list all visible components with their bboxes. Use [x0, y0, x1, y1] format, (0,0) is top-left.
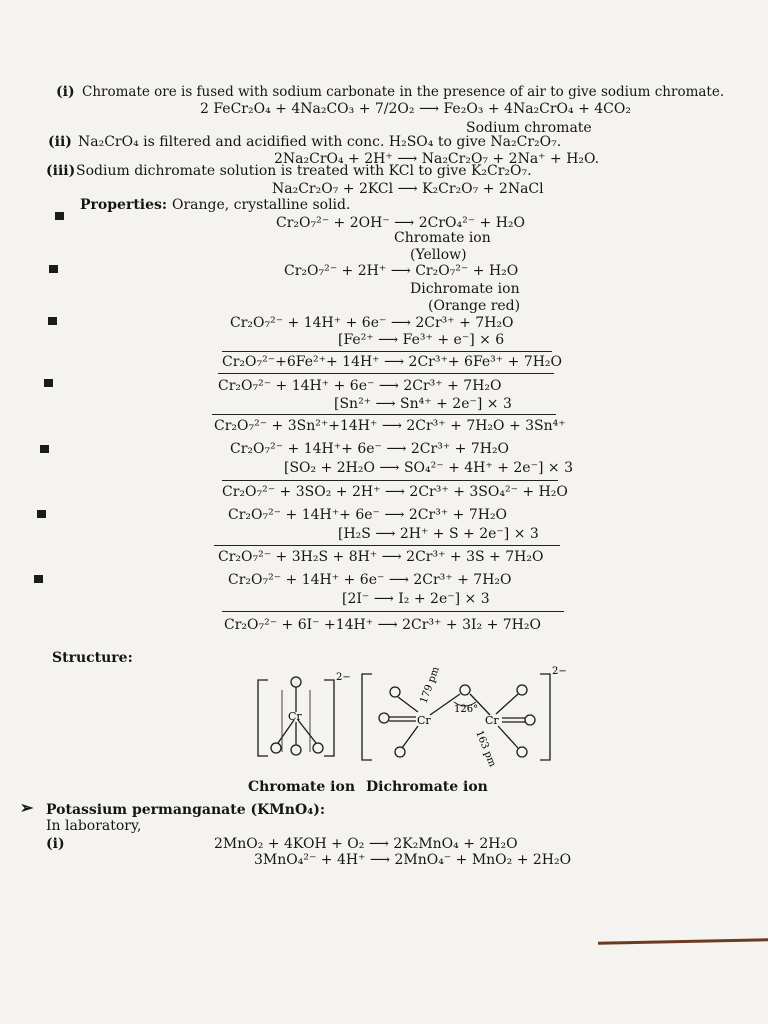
step-2-label: (ii) [48, 134, 72, 150]
fe-net-reaction: Cr₂O₇²⁻+6Fe²⁺+ 14H⁺ ⟶ 2Cr³⁺+ 6Fe³⁺ + 7H₂O [222, 354, 563, 370]
reaction-hydroxide: Cr₂O₇²⁻ + 2OH⁻ ⟶ 2CrO₄²⁻ + H₂O [276, 215, 526, 231]
arrow-bullet-icon: ➢ [20, 798, 34, 817]
step-1-equation: 2 FeCr₂O₄ + 4Na₂CO₃ + 7/2O₂ ⟶ Fe₂O₃ + 4Na₂CrO₄ + 4CO₂ [200, 101, 631, 117]
step-1-product-label: Sodium chromate [466, 120, 592, 136]
step-1-text: Chromate ore is fused with sodium carbonate in the presence of air to give sodium chromate. [82, 84, 725, 100]
dichromate-charge: 2− [552, 666, 567, 677]
bond-angle-label: 126° [454, 704, 479, 715]
step-3-text: Sodium dichromate solution is treated with KCl to give K₂Cr₂O₇. [76, 163, 532, 179]
divider [218, 373, 554, 374]
dichromate-cr-atom-left: Cr [417, 714, 431, 727]
step-3-equation: Na₂Cr₂O₇ + 2KCl ⟶ K₂Cr₂O₇ + 2NaCl [272, 181, 544, 197]
page-edge-shadow [598, 938, 768, 945]
bullet-icon [40, 445, 49, 453]
permanganate-equation-2: 3MnO₄²⁻ + 4H⁺ ⟶ 2MnO₄⁻ + MnO₂ + 2H₂O [254, 852, 572, 868]
bullet-icon [48, 317, 57, 325]
permanganate-heading: Potassium permanganate (KMnO₄): [46, 802, 326, 818]
fe-half-reaction-1: Cr₂O₇²⁻ + 14H⁺ + 6e⁻ ⟶ 2Cr³⁺ + 7H₂O [230, 315, 514, 331]
properties-label: Properties: [80, 197, 168, 213]
chromate-cr-atom: Cr [288, 710, 302, 723]
chromate-ion-label: Chromate ion [394, 230, 491, 246]
so2-net-reaction: Cr₂O₇²⁻ + 3SO₂ + 2H⁺ ⟶ 2Cr³⁺ + 3SO₄²⁻ + H₂O [222, 484, 568, 500]
chromate-charge: 2− [336, 672, 351, 683]
chromate-caption: Chromate ion [248, 779, 356, 795]
dichromate-color-label: (Orange red) [428, 298, 521, 314]
h2s-net-reaction: Cr₂O₇²⁻ + 3H₂S + 8H⁺ ⟶ 2Cr³⁺ + 3S + 7H₂O [218, 549, 544, 565]
iodide-half-reaction-2: [2I⁻ ⟶ I₂ + 2e⁻] × 3 [342, 591, 490, 607]
step-1-label: (i) [56, 84, 75, 100]
sn-half-reaction-2: [Sn²⁺ ⟶ Sn⁴⁺ + 2e⁻] × 3 [334, 396, 512, 412]
sn-net-reaction: Cr₂O₇²⁻ + 3Sn²⁺+14H⁺ ⟶ 2Cr³⁺ + 7H₂O + 3Sn⁴⁺ [214, 418, 566, 434]
sn-half-reaction-1: Cr₂O₇²⁻ + 14H⁺ + 6e⁻ ⟶ 2Cr³⁺ + 7H₂O [218, 378, 502, 394]
step-2-text: Na₂CrO₄ is filtered and acidified with conc. H₂SO₄ to give Na₂Cr₂O₇. [78, 134, 562, 150]
bullet-icon [44, 379, 53, 387]
fe-half-reaction-2: [Fe²⁺ ⟶ Fe³⁺ + e⁻] × 6 [338, 332, 505, 348]
dichromate-cr-atom-right: Cr [485, 714, 499, 727]
bullet-icon [55, 212, 64, 220]
permanganate-subheading: In laboratory, [46, 818, 142, 834]
chromate-color-label: (Yellow) [410, 247, 467, 263]
divider [212, 414, 556, 415]
so2-half-reaction-2: [SO₂ + 2H₂O ⟶ SO₄²⁻ + 4H⁺ + 2e⁻] × 3 [284, 460, 573, 476]
divider [222, 611, 564, 612]
h2s-half-reaction-1: Cr₂O₇²⁻ + 14H⁺+ 6e⁻ ⟶ 2Cr³⁺ + 7H₂O [228, 507, 508, 523]
divider [222, 480, 558, 481]
bullet-icon [37, 510, 46, 518]
permanganate-equation-1: 2MnO₂ + 4KOH + O₂ ⟶ 2K₂MnO₄ + 2H₂O [214, 836, 518, 852]
dichromate-ion-label: Dichromate ion [410, 281, 520, 297]
step-3-label: (iii) [46, 163, 76, 179]
permanganate-step-label: (i) [46, 836, 65, 852]
so2-half-reaction-1: Cr₂O₇²⁻ + 14H⁺+ 6e⁻ ⟶ 2Cr³⁺ + 7H₂O [230, 441, 510, 457]
bullet-icon [34, 575, 43, 583]
properties-text: Orange, crystalline solid. [172, 197, 351, 213]
step-2-equation: 2Na₂CrO₄ + 2H⁺ ⟶ Na₂Cr₂O₇ + 2Na⁺ + H₂O. [274, 151, 600, 167]
divider [214, 545, 560, 546]
bond-length-163: 163 pm [473, 729, 498, 769]
h2s-half-reaction-2: [H₂S ⟶ 2H⁺ + S + 2e⁻] × 3 [338, 526, 539, 542]
divider [222, 351, 552, 352]
reaction-acid: Cr₂O₇²⁻ + 2H⁺ ⟶ Cr₂O₇²⁻ + H₂O [284, 263, 519, 279]
bond-length-179: 179 pm [418, 665, 442, 706]
iodide-net-reaction: Cr₂O₇²⁻ + 6I⁻ +14H⁺ ⟶ 2Cr³⁺ + 3I₂ + 7H₂O [224, 617, 541, 633]
structure-diagram [240, 660, 580, 770]
bullet-icon [49, 265, 58, 273]
dichromate-ion-structure [362, 674, 550, 760]
structure-label: Structure: [52, 650, 133, 666]
iodide-half-reaction-1: Cr₂O₇²⁻ + 14H⁺ + 6e⁻ ⟶ 2Cr³⁺ + 7H₂O [228, 572, 512, 588]
dichromate-caption: Dichromate ion [366, 779, 488, 795]
